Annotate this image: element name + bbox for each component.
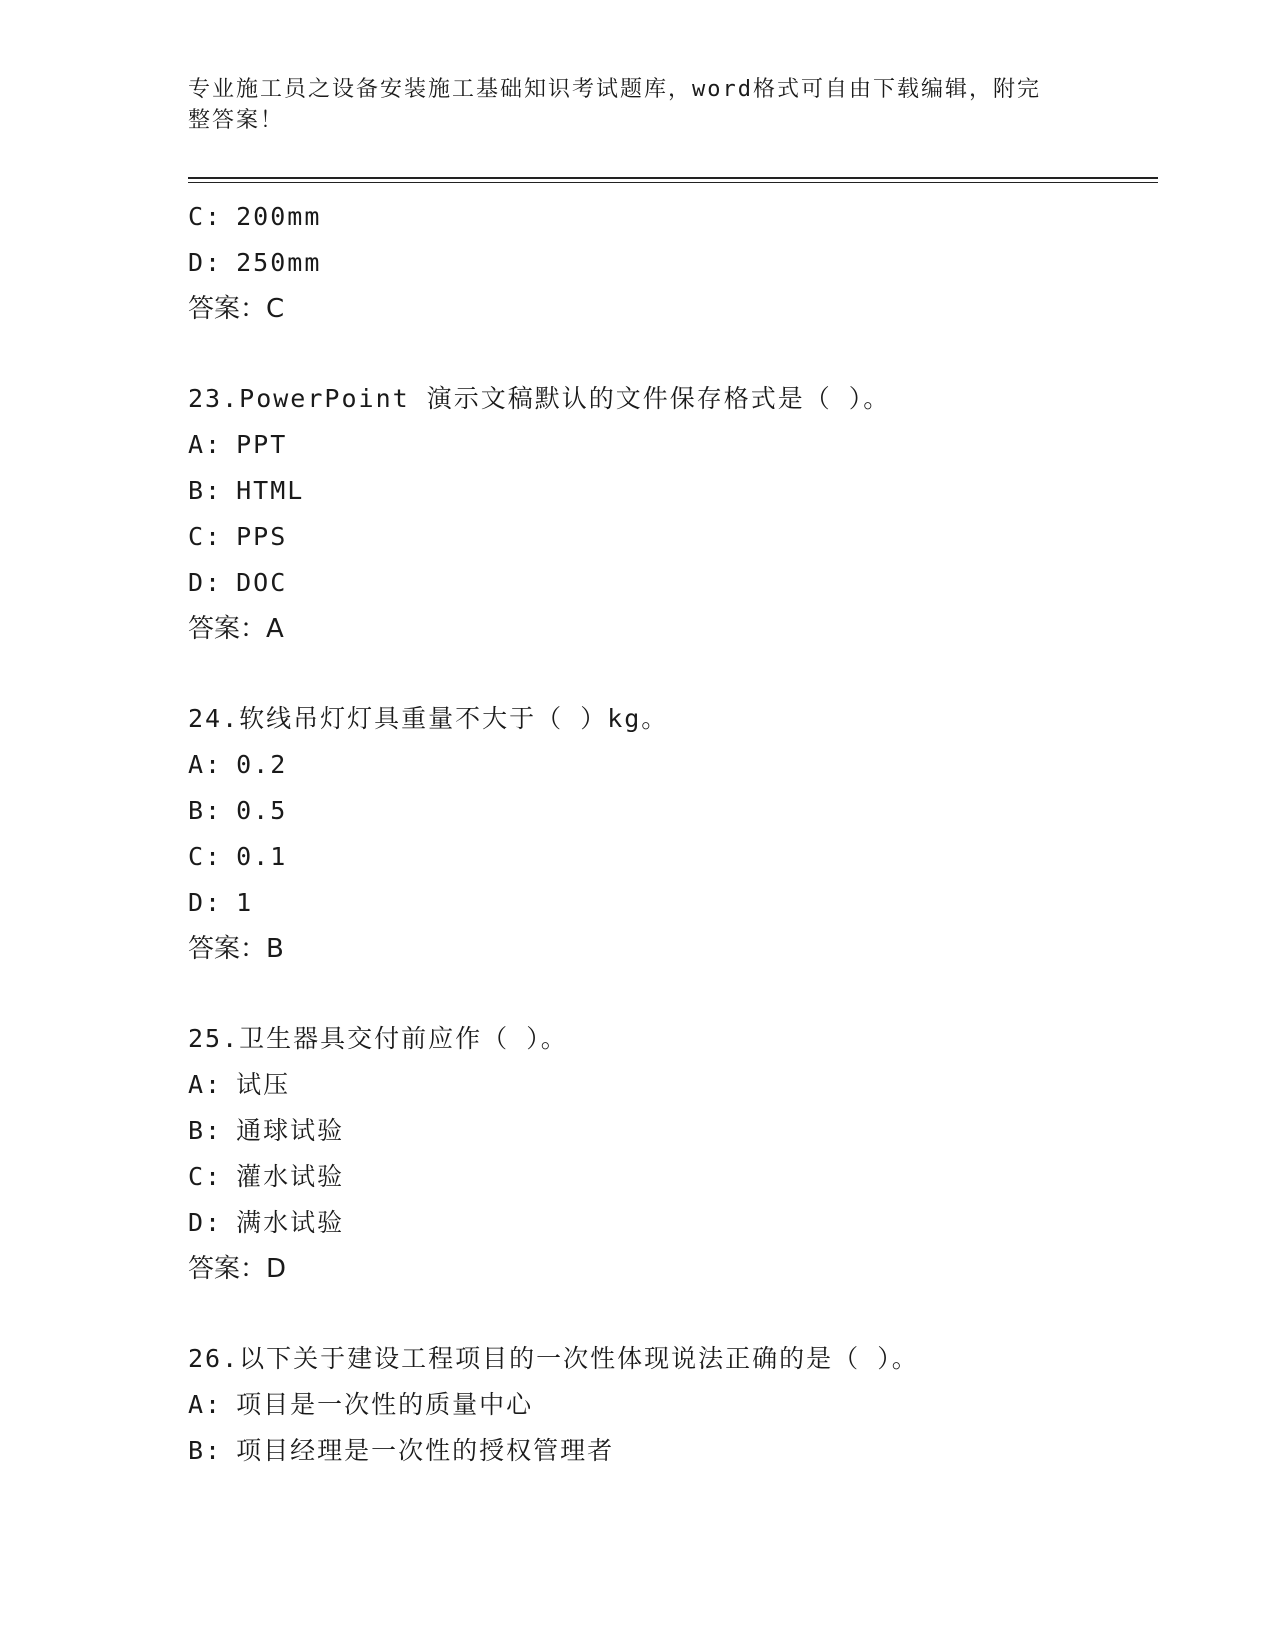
option-label: B: bbox=[188, 1116, 223, 1145]
option-label: B: bbox=[188, 476, 223, 505]
answer-line: 答案：B bbox=[188, 934, 284, 964]
option-text: PPT bbox=[236, 430, 288, 459]
answer-line: 答案：C bbox=[188, 294, 285, 324]
question-text: 以下关于建设工程项目的一次性体现说法正确的是（ ）。 bbox=[239, 1344, 919, 1373]
option-row bbox=[188, 742, 1158, 788]
option-text: 满水试验 bbox=[236, 1208, 345, 1237]
option-row bbox=[188, 514, 1158, 560]
answer-line: 答案：A bbox=[188, 614, 284, 644]
option-row bbox=[188, 468, 1158, 514]
question-text: 软线吊灯灯具重量不大于（ ）kg。 bbox=[239, 704, 669, 733]
header-rule-thin bbox=[188, 182, 1158, 183]
option-label: C: bbox=[188, 202, 223, 231]
option-label: C: bbox=[188, 522, 223, 551]
question-number: 23. bbox=[188, 384, 240, 413]
option-label: B: bbox=[188, 796, 223, 825]
option-text: 0.5 bbox=[236, 796, 288, 825]
question-stem bbox=[188, 1336, 1158, 1382]
option-row bbox=[188, 788, 1158, 834]
option-text: 试压 bbox=[236, 1070, 291, 1099]
option-text: DOC bbox=[236, 568, 288, 597]
option-row bbox=[188, 422, 1158, 468]
option-text: 项目经理是一次性的授权管理者 bbox=[236, 1436, 615, 1465]
option-text: 0.2 bbox=[236, 750, 288, 779]
option-label: D: bbox=[188, 888, 223, 917]
option-text: 1 bbox=[236, 888, 254, 917]
option-row bbox=[188, 1108, 1158, 1154]
question-number: 24. bbox=[188, 704, 240, 733]
question-stem bbox=[188, 376, 1158, 422]
option-text: 200mm bbox=[236, 202, 322, 231]
option-row bbox=[188, 834, 1158, 880]
question-text: 卫生器具交付前应作（ ）。 bbox=[239, 1024, 568, 1053]
option-text: 通球试验 bbox=[236, 1116, 345, 1145]
question-number: 25. bbox=[188, 1024, 240, 1053]
option-row bbox=[188, 1154, 1158, 1200]
option-row bbox=[188, 560, 1158, 606]
header-title-line-1: 专业施工员之设备安装施工基础知识考试题库，word格式可自由下载编辑，附完 bbox=[188, 77, 1041, 102]
option-text: 0.1 bbox=[236, 842, 288, 871]
header-title-line-2: 整答案！ bbox=[188, 108, 285, 133]
header-rule-thick bbox=[188, 177, 1158, 179]
option-label: C: bbox=[188, 1162, 223, 1191]
option-label: D: bbox=[188, 1208, 223, 1237]
question-number: 26. bbox=[188, 1344, 240, 1373]
option-text: PPS bbox=[236, 522, 288, 551]
option-row bbox=[188, 240, 1158, 286]
option-row bbox=[188, 1200, 1158, 1246]
question-list bbox=[188, 194, 1158, 1474]
option-text: HTML bbox=[236, 476, 305, 505]
option-label: A: bbox=[188, 1390, 223, 1419]
option-row bbox=[188, 1428, 1158, 1474]
answer-line: 答案：D bbox=[188, 1254, 287, 1284]
option-label: C: bbox=[188, 842, 223, 871]
option-row bbox=[188, 194, 1158, 240]
option-label: A: bbox=[188, 1070, 223, 1099]
option-label: D: bbox=[188, 248, 223, 277]
option-label: A: bbox=[188, 430, 223, 459]
option-row bbox=[188, 1062, 1158, 1108]
question-stem bbox=[188, 696, 1158, 742]
option-text: 项目是一次性的质量中心 bbox=[236, 1390, 534, 1419]
option-label: D: bbox=[188, 568, 223, 597]
option-label: B: bbox=[188, 1436, 223, 1465]
question-text: PowerPoint 演示文稿默认的文件保存格式是（ ）。 bbox=[239, 384, 891, 413]
question-stem bbox=[188, 1016, 1158, 1062]
page-header bbox=[188, 74, 1068, 136]
option-text: 250mm bbox=[236, 248, 322, 277]
option-row bbox=[188, 1382, 1158, 1428]
option-label: A: bbox=[188, 750, 223, 779]
option-text: 灌水试验 bbox=[236, 1162, 345, 1191]
option-row bbox=[188, 880, 1158, 926]
